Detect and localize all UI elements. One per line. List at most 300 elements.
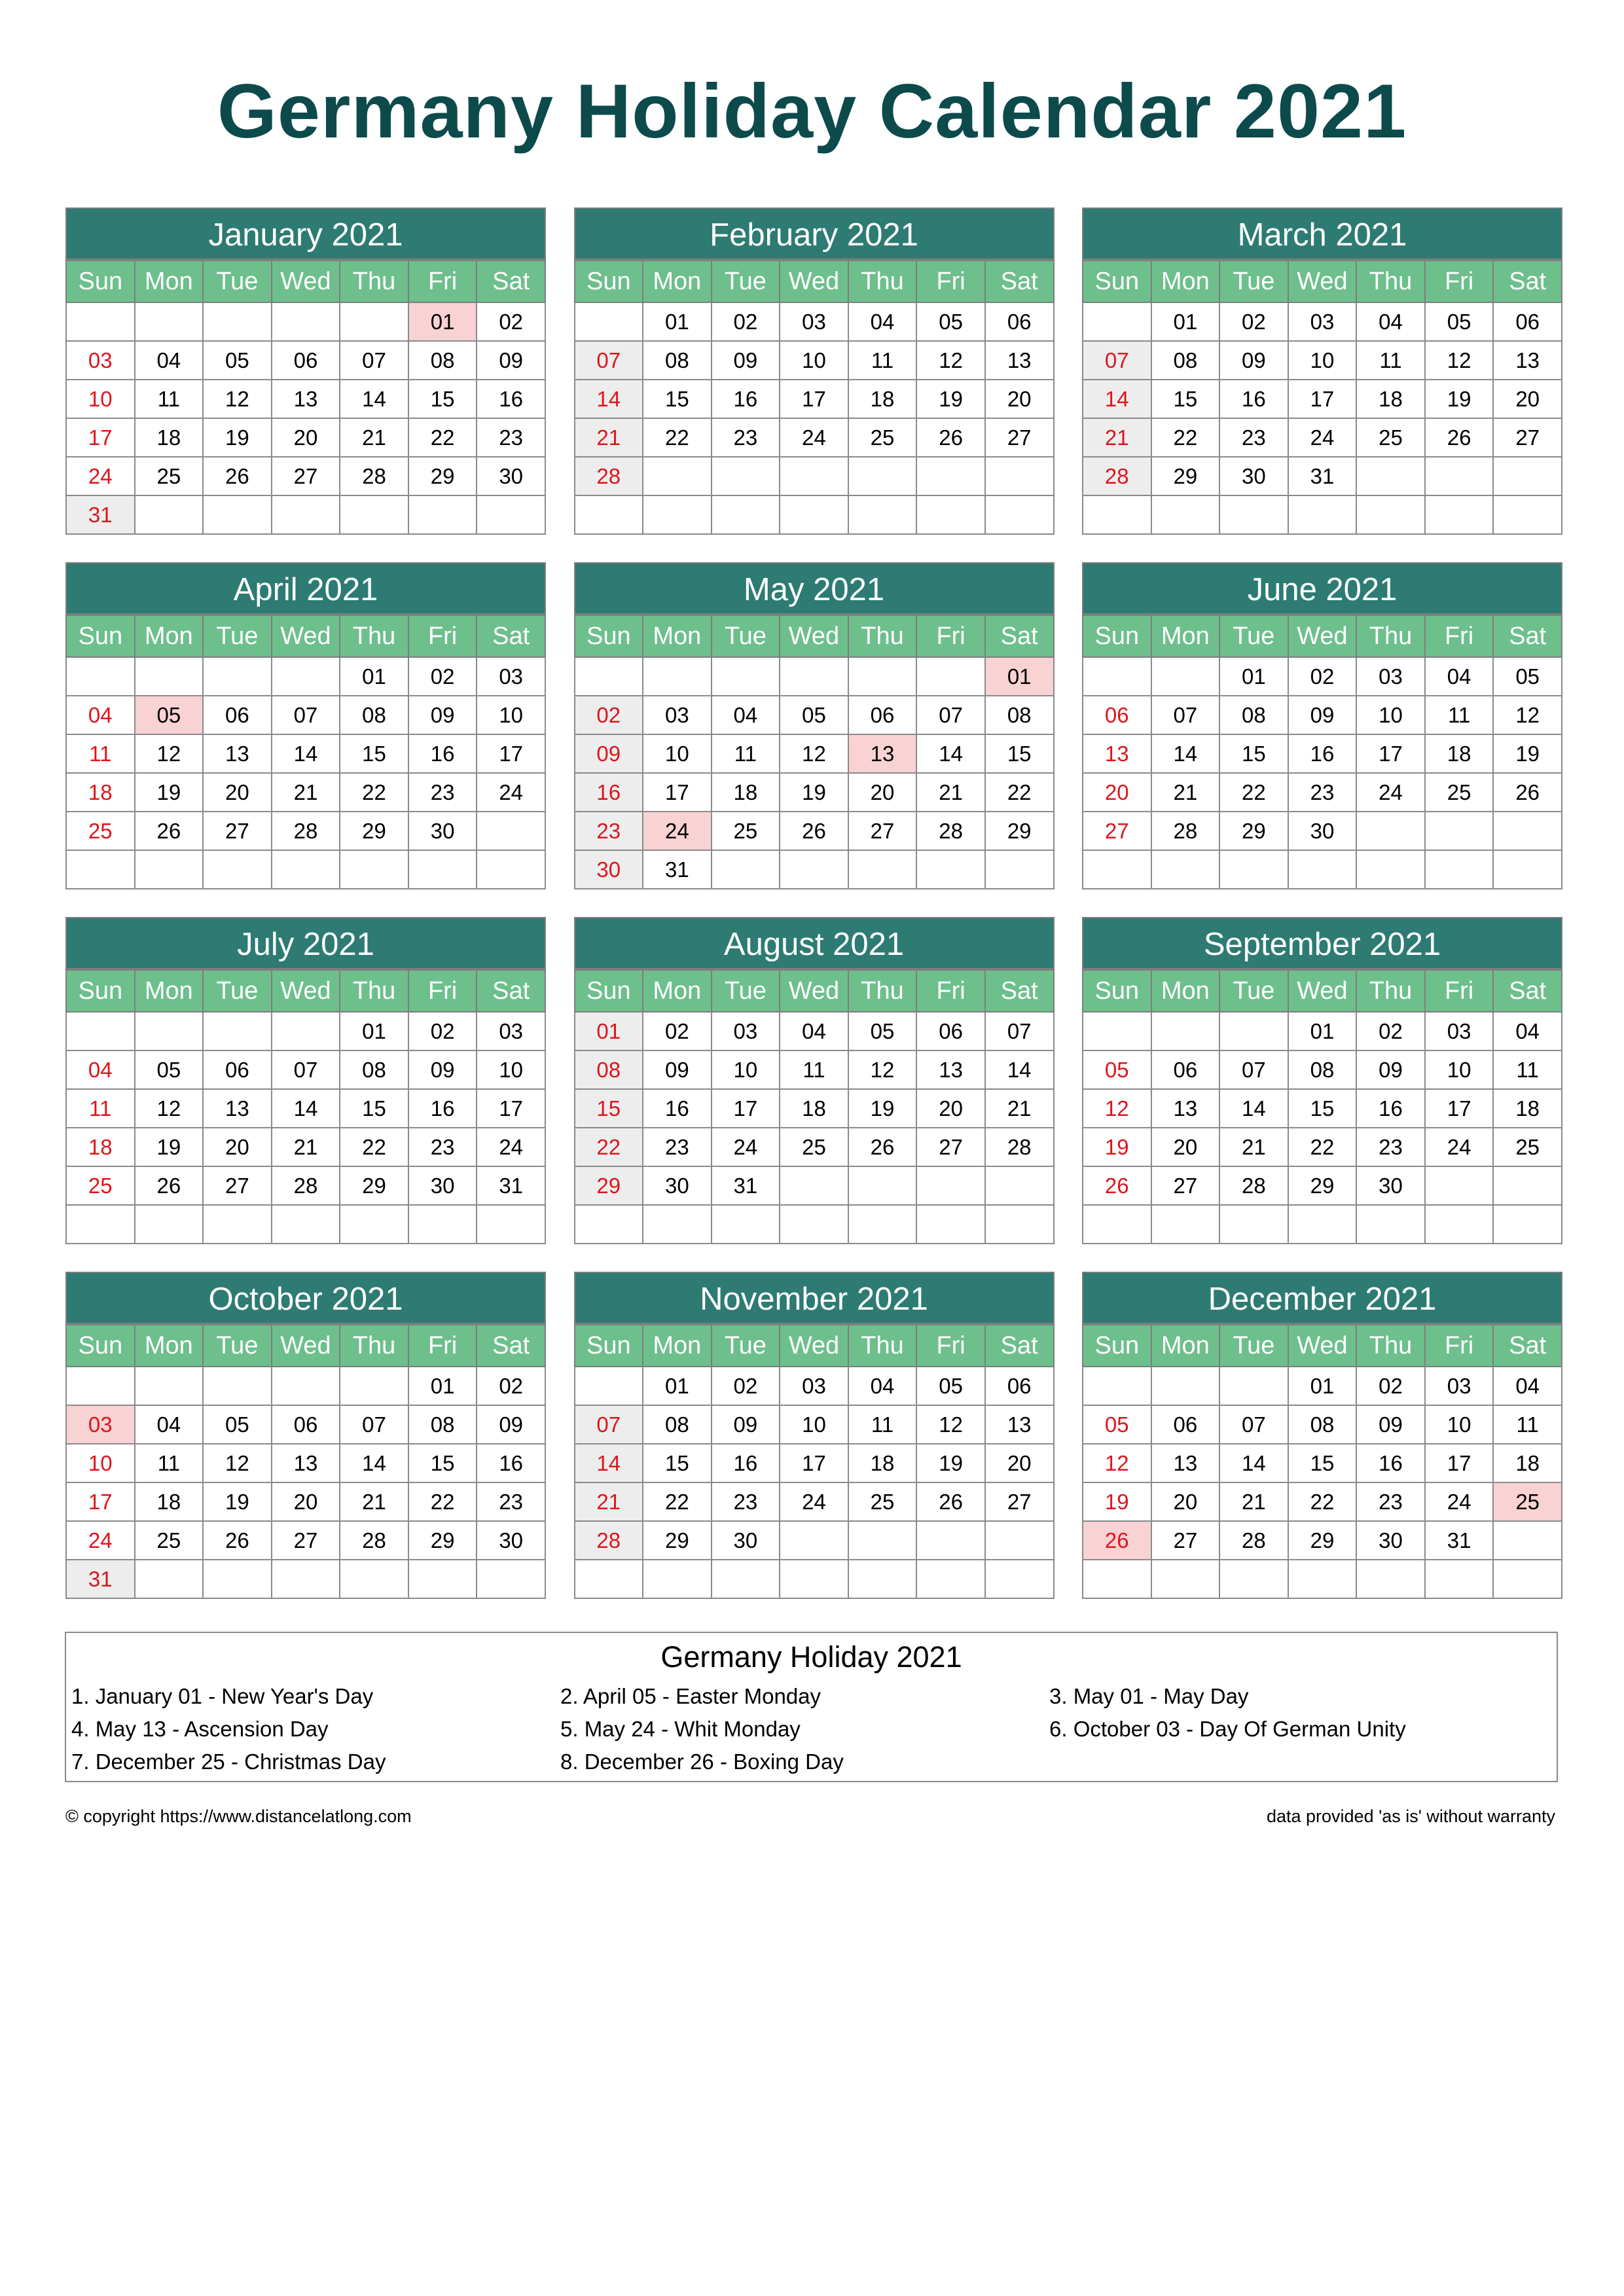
empty-day-cell [985, 1560, 1054, 1598]
empty-day-cell [780, 457, 848, 495]
weekday-label: Mon [643, 1325, 712, 1367]
day-cell: 05 [1083, 1050, 1151, 1089]
empty-day-cell [1083, 495, 1151, 534]
day-cell: 23 [1288, 773, 1357, 812]
day-cell: 10 [1425, 1050, 1494, 1089]
day-cell: 29 [1288, 1521, 1357, 1560]
week-row [575, 1560, 1054, 1598]
empty-day-cell [203, 1012, 272, 1050]
month-calendar [65, 1272, 546, 1599]
weekday-label: Tue [712, 615, 780, 657]
month-calendar [574, 562, 1055, 889]
day-cell: 11 [1493, 1405, 1562, 1444]
day-cell: 29 [575, 1166, 643, 1205]
empty-day-cell [1219, 850, 1288, 889]
empty-day-cell [1356, 1560, 1425, 1598]
day-cell: 30 [575, 850, 643, 889]
day-cell: 03 [780, 302, 848, 341]
day-cell: 23 [712, 1482, 780, 1521]
holiday-item: 4. May 13 - Ascension Day [71, 1717, 329, 1741]
day-cell: 18 [135, 1482, 204, 1521]
month-title: June 2021 [1082, 562, 1562, 615]
empty-day-cell [1356, 812, 1425, 850]
weekday-label: Thu [1356, 260, 1425, 302]
day-cell: 18 [1356, 380, 1425, 418]
day-cell: 16 [1356, 1444, 1425, 1482]
day-cell: 20 [272, 418, 340, 457]
day-cell: 30 [408, 1166, 477, 1205]
weekday-label: Fri [916, 970, 985, 1012]
day-cell: 23 [1219, 418, 1288, 457]
empty-day-cell [203, 1560, 272, 1598]
day-cell: 01 [1288, 1367, 1357, 1405]
week-row [575, 1089, 1054, 1128]
day-cell: 07 [575, 341, 643, 380]
week-row [1083, 696, 1562, 734]
day-cell: 14 [272, 734, 340, 773]
empty-day-cell [272, 1205, 340, 1244]
day-cell: 18 [848, 380, 917, 418]
day-cell: 10 [712, 1050, 780, 1089]
day-cell: 02 [643, 1012, 712, 1050]
day-cell: 09 [408, 696, 477, 734]
week-row [575, 418, 1054, 457]
day-cell: 13 [1493, 341, 1562, 380]
week-row [66, 1166, 545, 1205]
day-cell: 17 [477, 734, 545, 773]
day-cell: 16 [643, 1089, 712, 1128]
month-days-table [574, 969, 1055, 1244]
day-cell: 01 [340, 1012, 408, 1050]
week-row [1083, 1560, 1562, 1598]
weekday-label: Thu [340, 970, 408, 1012]
empty-day-cell [916, 495, 985, 534]
day-cell: 19 [1493, 734, 1562, 773]
week-row [1083, 457, 1562, 495]
day-cell: 29 [408, 457, 477, 495]
day-cell: 25 [135, 1521, 204, 1560]
day-cell: 10 [477, 1050, 545, 1089]
empty-day-cell [575, 1205, 643, 1244]
day-cell: 17 [1425, 1089, 1494, 1128]
day-cell: 22 [575, 1128, 643, 1166]
weekday-header-row [1083, 260, 1562, 302]
day-cell: 24 [66, 457, 135, 495]
weekday-label: Fri [408, 615, 477, 657]
empty-day-cell [1219, 1367, 1288, 1405]
day-cell: 10 [643, 734, 712, 773]
day-cell: 13 [985, 1405, 1054, 1444]
weekday-label: Mon [135, 970, 204, 1012]
weekday-label: Sun [1083, 1325, 1151, 1367]
empty-day-cell [340, 495, 408, 534]
holiday-day-cell: 01 [408, 302, 477, 341]
empty-day-cell [272, 850, 340, 889]
weekday-header-row [1083, 1325, 1562, 1367]
day-cell: 22 [643, 418, 712, 457]
empty-day-cell [203, 850, 272, 889]
day-cell: 17 [780, 380, 848, 418]
empty-day-cell [1083, 1560, 1151, 1598]
day-cell: 21 [1219, 1128, 1288, 1166]
holiday-item: 1. January 01 - New Year's Day [71, 1684, 374, 1708]
day-cell: 19 [135, 1128, 204, 1166]
month-title: February 2021 [574, 207, 1055, 260]
day-cell: 23 [408, 773, 477, 812]
day-cell: 07 [272, 696, 340, 734]
day-cell: 14 [1151, 734, 1220, 773]
day-cell: 07 [340, 1405, 408, 1444]
day-cell: 12 [203, 380, 272, 418]
empty-day-cell [848, 850, 917, 889]
week-row [66, 1012, 545, 1050]
day-cell: 24 [1356, 773, 1425, 812]
empty-day-cell [272, 302, 340, 341]
day-cell: 02 [477, 1367, 545, 1405]
empty-day-cell [203, 1367, 272, 1405]
month-title: March 2021 [1082, 207, 1562, 260]
day-cell: 10 [477, 696, 545, 734]
day-cell: 28 [272, 812, 340, 850]
weekday-label: Sun [1083, 970, 1151, 1012]
empty-day-cell [1083, 1205, 1151, 1244]
empty-day-cell [1288, 1560, 1357, 1598]
day-cell: 26 [1425, 418, 1494, 457]
month-days-table [1082, 1324, 1562, 1599]
day-cell: 12 [1083, 1444, 1151, 1482]
empty-day-cell [575, 1367, 643, 1405]
day-cell: 13 [272, 380, 340, 418]
day-cell: 06 [272, 1405, 340, 1444]
weekday-label: Fri [408, 970, 477, 1012]
week-row [1083, 418, 1562, 457]
empty-day-cell [712, 657, 780, 696]
day-cell: 20 [1151, 1128, 1220, 1166]
empty-day-cell [135, 657, 204, 696]
day-cell: 12 [135, 1089, 204, 1128]
empty-day-cell [1288, 495, 1357, 534]
empty-day-cell [1425, 495, 1494, 534]
day-cell: 26 [203, 1521, 272, 1560]
month-title: May 2021 [574, 562, 1055, 615]
empty-day-cell [712, 850, 780, 889]
day-cell: 21 [1083, 418, 1151, 457]
day-cell: 27 [985, 418, 1054, 457]
day-cell: 24 [477, 773, 545, 812]
weekday-label: Tue [712, 260, 780, 302]
empty-day-cell [66, 1205, 135, 1244]
empty-day-cell [477, 1560, 545, 1598]
week-row [66, 302, 545, 341]
weekday-label: Thu [848, 1325, 917, 1367]
weekday-label: Mon [135, 260, 204, 302]
day-cell: 09 [1219, 341, 1288, 380]
day-cell: 22 [1151, 418, 1220, 457]
month-calendar [574, 917, 1055, 1244]
empty-day-cell [848, 657, 917, 696]
month-days-table [574, 615, 1055, 889]
empty-day-cell [712, 1560, 780, 1598]
month-title: November 2021 [574, 1272, 1055, 1324]
day-cell: 03 [1425, 1367, 1494, 1405]
day-cell: 17 [780, 1444, 848, 1482]
day-cell: 07 [985, 1012, 1054, 1050]
day-cell: 27 [272, 457, 340, 495]
weekday-label: Sun [66, 260, 135, 302]
weekday-label: Wed [272, 260, 340, 302]
day-cell: 18 [712, 773, 780, 812]
holiday-day-cell: 01 [985, 657, 1054, 696]
weekday-label: Fri [408, 1325, 477, 1367]
day-cell: 01 [408, 1367, 477, 1405]
empty-day-cell [135, 495, 204, 534]
day-cell: 01 [340, 657, 408, 696]
weekday-label: Sat [985, 615, 1054, 657]
week-row [1083, 1089, 1562, 1128]
empty-day-cell [780, 495, 848, 534]
week-row [1083, 657, 1562, 696]
weekday-label: Fri [916, 260, 985, 302]
day-cell: 15 [1219, 734, 1288, 773]
week-row [66, 1367, 545, 1405]
empty-day-cell [1493, 1560, 1562, 1598]
week-row [575, 1166, 1054, 1205]
empty-day-cell [643, 495, 712, 534]
day-cell: 22 [1288, 1128, 1357, 1166]
day-cell: 15 [1288, 1444, 1357, 1482]
day-cell: 19 [203, 1482, 272, 1521]
day-cell: 07 [1219, 1050, 1288, 1089]
month-days-table [65, 969, 546, 1244]
empty-day-cell [477, 1205, 545, 1244]
weekday-label: Thu [340, 260, 408, 302]
week-row [575, 1444, 1054, 1482]
day-cell: 01 [1151, 302, 1220, 341]
weekday-label: Wed [272, 970, 340, 1012]
day-cell: 19 [135, 773, 204, 812]
week-row [66, 1050, 545, 1089]
day-cell: 04 [66, 1050, 135, 1089]
day-cell: 11 [780, 1050, 848, 1089]
empty-day-cell [135, 302, 204, 341]
month-calendar [65, 207, 546, 535]
empty-day-cell [66, 850, 135, 889]
day-cell: 24 [1425, 1482, 1494, 1521]
day-cell: 01 [1219, 657, 1288, 696]
week-row [575, 380, 1054, 418]
weekday-label: Mon [1151, 615, 1220, 657]
day-cell: 25 [780, 1128, 848, 1166]
empty-day-cell [916, 1560, 985, 1598]
day-cell: 15 [643, 380, 712, 418]
day-cell: 12 [203, 1444, 272, 1482]
week-row [66, 1482, 545, 1521]
holiday-day-cell: 03 [66, 1405, 135, 1444]
month-title: January 2021 [65, 207, 546, 260]
day-cell: 31 [66, 1560, 135, 1598]
week-row [575, 850, 1054, 889]
day-cell: 09 [408, 1050, 477, 1089]
empty-day-cell [340, 1367, 408, 1405]
weekday-label: Mon [643, 260, 712, 302]
weekday-label: Wed [272, 615, 340, 657]
empty-day-cell [780, 1166, 848, 1205]
empty-day-cell [712, 495, 780, 534]
week-row [575, 773, 1054, 812]
day-cell: 03 [643, 696, 712, 734]
day-cell: 22 [1219, 773, 1288, 812]
day-cell: 15 [575, 1089, 643, 1128]
day-cell: 16 [712, 1444, 780, 1482]
day-cell: 12 [780, 734, 848, 773]
empty-day-cell [1356, 457, 1425, 495]
day-cell: 18 [848, 1444, 917, 1482]
empty-day-cell [1151, 1560, 1220, 1598]
empty-day-cell [1493, 1521, 1562, 1560]
day-cell: 13 [1151, 1089, 1220, 1128]
day-cell: 30 [712, 1521, 780, 1560]
empty-day-cell [1493, 495, 1562, 534]
day-cell: 23 [712, 418, 780, 457]
day-cell: 26 [780, 812, 848, 850]
day-cell: 28 [985, 1128, 1054, 1166]
day-cell: 04 [1356, 302, 1425, 341]
empty-day-cell [203, 302, 272, 341]
day-cell: 04 [135, 1405, 204, 1444]
empty-day-cell [1151, 495, 1220, 534]
month-calendar [65, 917, 546, 1244]
weekday-label: Thu [848, 615, 917, 657]
week-row [1083, 1444, 1562, 1482]
day-cell: 11 [66, 1089, 135, 1128]
day-cell: 28 [340, 457, 408, 495]
copyright-text: © copyright https://www.distancelatlong.com [65, 1806, 412, 1826]
weekday-label: Wed [780, 260, 848, 302]
holiday-item: 2. April 05 - Easter Monday [560, 1684, 821, 1708]
empty-day-cell [575, 495, 643, 534]
month-title: December 2021 [1082, 1272, 1562, 1324]
weekday-label: Fri [916, 1325, 985, 1367]
day-cell: 19 [916, 1444, 985, 1482]
month-days-table [1082, 969, 1562, 1244]
empty-day-cell [66, 1367, 135, 1405]
day-cell: 29 [1151, 457, 1220, 495]
month-days-table [65, 260, 546, 535]
day-cell: 30 [1219, 457, 1288, 495]
day-cell: 11 [135, 1444, 204, 1482]
weekday-label: Wed [1288, 260, 1357, 302]
day-cell: 08 [1288, 1050, 1357, 1089]
day-cell: 11 [135, 380, 204, 418]
day-cell: 05 [1493, 657, 1562, 696]
day-cell: 12 [1425, 341, 1494, 380]
day-cell: 27 [1083, 812, 1151, 850]
empty-day-cell [780, 1560, 848, 1598]
day-cell: 05 [916, 302, 985, 341]
day-cell: 10 [1288, 341, 1357, 380]
day-cell: 12 [135, 734, 204, 773]
day-cell: 29 [985, 812, 1054, 850]
month-days-table [1082, 615, 1562, 889]
week-row [575, 1521, 1054, 1560]
empty-day-cell [66, 1012, 135, 1050]
empty-day-cell [135, 850, 204, 889]
page-title: Germany Holiday Calendar 2021 [217, 68, 1407, 154]
day-cell: 29 [1219, 812, 1288, 850]
empty-day-cell [1151, 1205, 1220, 1244]
holiday-item: 5. May 24 - Whit Monday [560, 1717, 801, 1741]
day-cell: 02 [575, 696, 643, 734]
day-cell: 15 [408, 380, 477, 418]
day-cell: 05 [135, 1050, 204, 1089]
day-cell: 06 [985, 1367, 1054, 1405]
empty-day-cell [135, 1560, 204, 1598]
day-cell: 17 [643, 773, 712, 812]
month-days-table [574, 1324, 1055, 1599]
empty-day-cell [1493, 812, 1562, 850]
day-cell: 04 [1493, 1367, 1562, 1405]
day-cell: 31 [477, 1166, 545, 1205]
week-row [575, 734, 1054, 773]
day-cell: 11 [66, 734, 135, 773]
day-cell: 15 [1288, 1089, 1357, 1128]
day-cell: 21 [340, 1482, 408, 1521]
empty-day-cell [712, 457, 780, 495]
day-cell: 24 [780, 418, 848, 457]
day-cell: 04 [1425, 657, 1494, 696]
empty-day-cell [848, 495, 917, 534]
empty-day-cell [408, 1560, 477, 1598]
day-cell: 14 [575, 380, 643, 418]
day-cell: 02 [477, 302, 545, 341]
holiday-item: 3. May 01 - May Day [1049, 1684, 1249, 1708]
week-row [575, 1128, 1054, 1166]
empty-day-cell [135, 1012, 204, 1050]
week-row [1083, 773, 1562, 812]
day-cell: 22 [340, 773, 408, 812]
holiday-day-cell: 24 [643, 812, 712, 850]
empty-day-cell [985, 1205, 1054, 1244]
week-row [575, 657, 1054, 696]
day-cell: 20 [985, 1444, 1054, 1482]
day-cell: 05 [203, 1405, 272, 1444]
holiday-list-title: Germany Holiday 2021 [660, 1640, 962, 1674]
day-cell: 20 [1083, 773, 1151, 812]
weekday-label: Tue [203, 1325, 272, 1367]
weekday-label: Tue [203, 615, 272, 657]
day-cell: 09 [575, 734, 643, 773]
empty-day-cell [340, 1205, 408, 1244]
day-cell: 20 [848, 773, 917, 812]
day-cell: 31 [712, 1166, 780, 1205]
holiday-day-cell: 13 [848, 734, 917, 773]
week-row [1083, 1521, 1562, 1560]
day-cell: 26 [1083, 1166, 1151, 1205]
empty-day-cell [916, 1521, 985, 1560]
empty-day-cell [985, 1521, 1054, 1560]
day-cell: 14 [1219, 1444, 1288, 1482]
day-cell: 08 [408, 341, 477, 380]
day-cell: 12 [1083, 1089, 1151, 1128]
day-cell: 17 [1356, 734, 1425, 773]
holiday-list-box [65, 1632, 1558, 1782]
calendar-grid [65, 207, 1562, 1599]
day-cell: 14 [916, 734, 985, 773]
week-row [575, 1405, 1054, 1444]
weekday-label: Tue [1219, 615, 1288, 657]
day-cell: 02 [408, 657, 477, 696]
empty-day-cell [1288, 1205, 1357, 1244]
